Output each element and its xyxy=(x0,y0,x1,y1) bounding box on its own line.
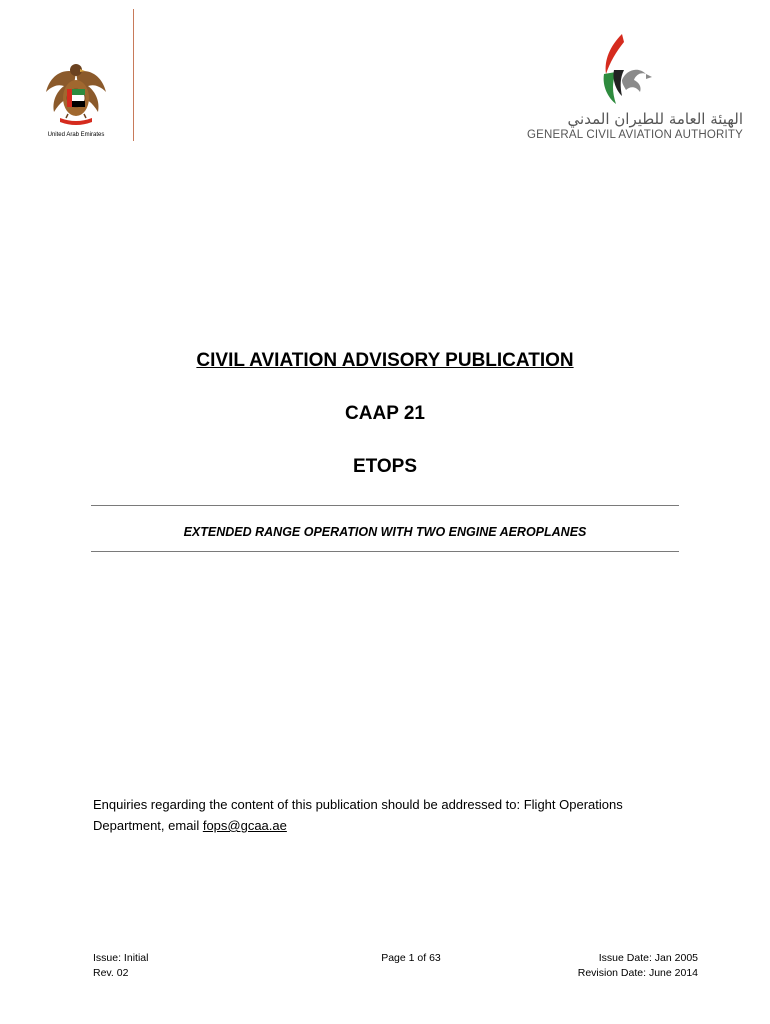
email-link[interactable]: fops@gcaa.ae xyxy=(202,818,287,833)
gcaa-logo xyxy=(500,30,750,145)
gcaa-name-english: GENERAL CIVIL AVIATION AUTHORITY xyxy=(527,129,743,141)
gcaa-emblem-icon xyxy=(592,30,656,110)
publication-title: CIVIL AVIATION ADVISORY PUBLICATION xyxy=(196,350,574,371)
footer-issue-date: Issue Date: Jan 2005 xyxy=(598,952,698,964)
publication-subtitle: EXTENDED RANGE OPERATION WITH TWO ENGINE AEROPLANES xyxy=(183,525,587,539)
enquiries-paragraph xyxy=(93,794,693,836)
footer-right xyxy=(578,951,698,981)
footer-page-number: Page 1 of 63 xyxy=(381,952,441,964)
uae-logo-caption: United Arab Emirates xyxy=(47,132,105,138)
footer-issue: Issue: Initial xyxy=(93,952,149,964)
enquiries-text: Enquiries regarding the content of this publication should be addressed to: Flight Operations Department, email xyxy=(93,797,623,833)
falcon-emblem-icon xyxy=(44,58,108,130)
header-divider xyxy=(133,9,134,141)
footer-rev: Rev. 02 xyxy=(93,967,129,979)
publication-topic: ETOPS xyxy=(352,456,418,477)
subtitle-bottom-rule xyxy=(91,551,679,552)
gcaa-name-arabic: الهيئة العامة للطيران المدني xyxy=(567,110,743,128)
subtitle-top-rule xyxy=(91,505,679,506)
footer-revision-date: Revision Date: June 2014 xyxy=(577,967,698,979)
uae-emblem-logo xyxy=(44,58,108,144)
publication-number: CAAP 21 xyxy=(345,403,425,424)
